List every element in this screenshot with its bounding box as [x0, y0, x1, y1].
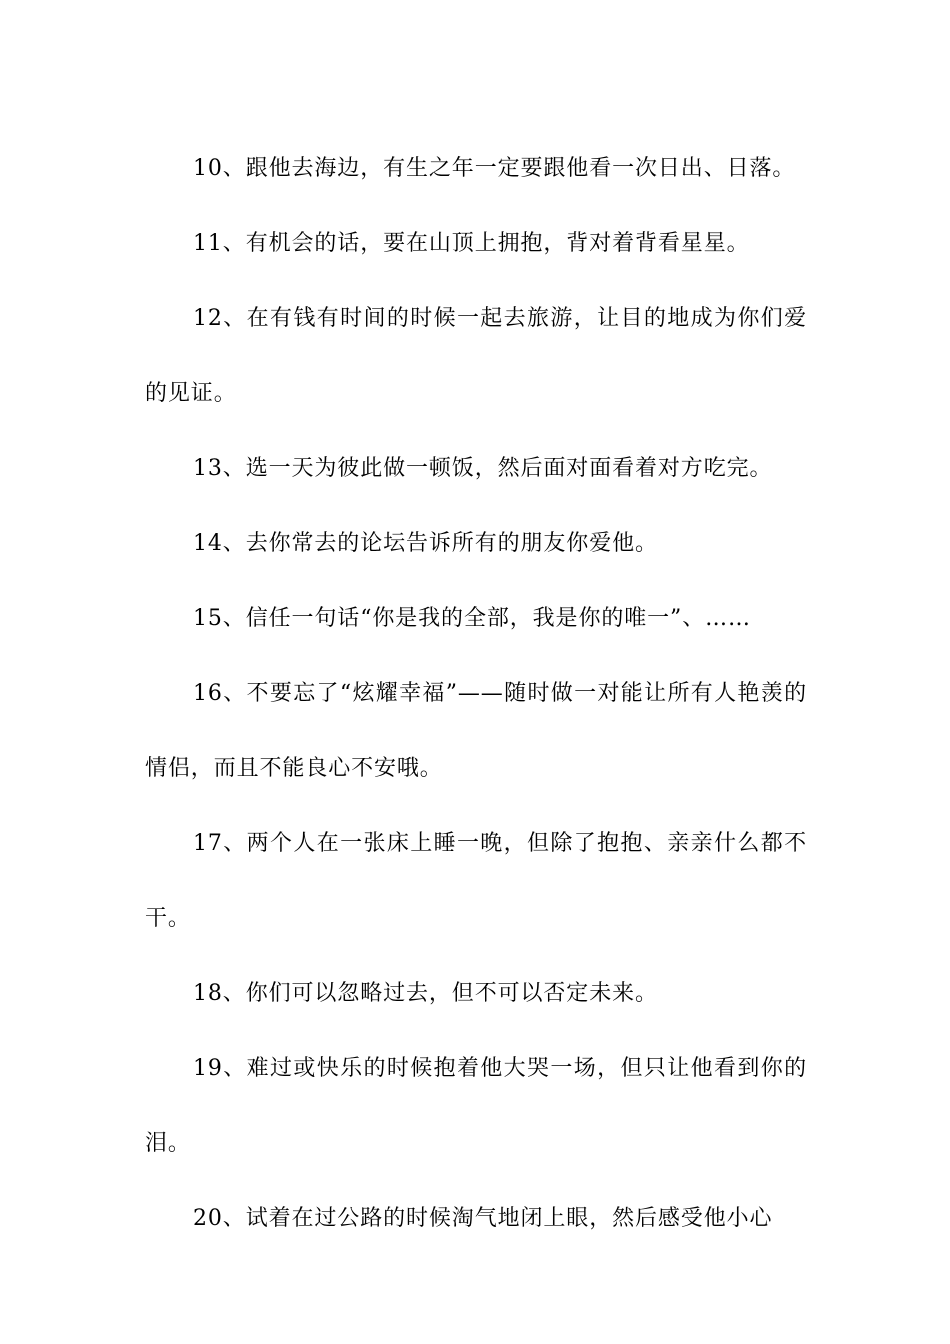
paragraph-15: 15、信任一句话“你是我的全部，我是你的唯一”、…… — [193, 606, 751, 631]
paragraph-11: 11、有机会的话，要在山顶上拥抱，背对着背看星星。 — [193, 231, 750, 256]
paragraph-13: 13、选一天为彼此做一顿饭，然后面对面看着对方吃完。 — [193, 456, 773, 481]
paragraph-14: 14、去你常去的论坛告诉所有的朋友你爱他。 — [193, 531, 658, 556]
paragraph-18: 18、你们可以忽略过去，但不可以否定未来。 — [193, 981, 658, 1006]
document-body — [145, 131, 807, 1256]
paragraph-20: 20、试着在过公路的时候淘气地闭上眼，然后感受他小心 — [193, 1206, 773, 1231]
paragraph-19: 19、难过或快乐的时候抱着他大哭一场，但只让他看到你的泪。 — [145, 1056, 807, 1156]
paragraph-17: 17、两个人在一张床上睡一晚，但除了抱抱、亲亲什么都不干。 — [145, 831, 807, 931]
paragraph-16: 16、不要忘了“炫耀幸福”——随时做一对能让所有人艳羡的情侣，而且不能良心不安哦。 — [145, 681, 807, 781]
paragraph-10: 10、跟他去海边，有生之年一定要跟他看一次日出、日落。 — [193, 156, 796, 181]
paragraph-12: 12、在有钱有时间的时候一起去旅游，让目的地成为你们爱的见证。 — [145, 306, 807, 406]
